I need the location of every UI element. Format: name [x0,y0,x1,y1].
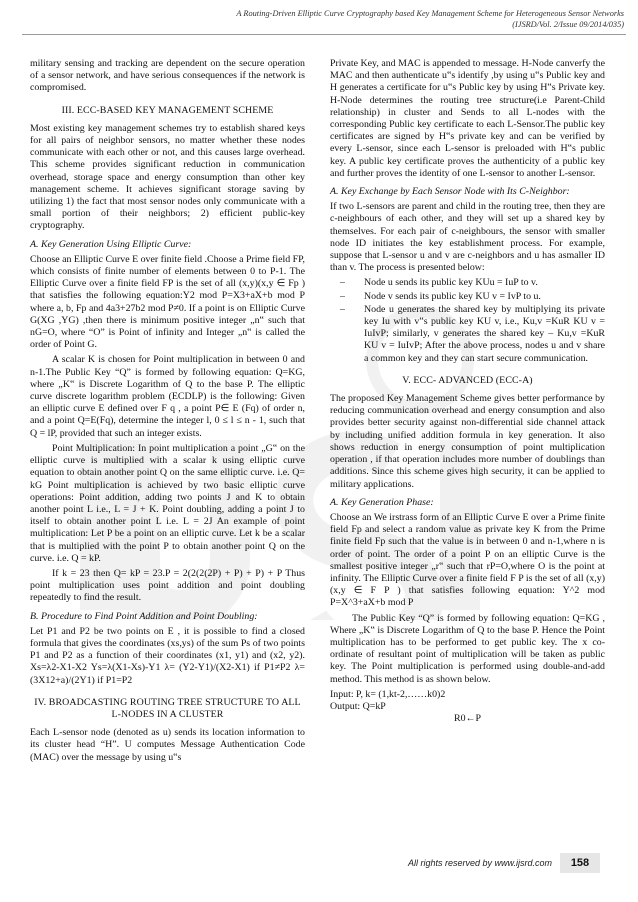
key-generation-paragraph-2: The Public Key “Q” is formed by following equation: Q=KG , Where „K‟ is Discrete Logarithm of Q to the base P. Hence the Point multiplication has to be performed to get public key. The x co-ordinate of resultant point of multiplication will be taken as public key. The Point multiplication is performed using double-and-add method. This method is as shown below. [330,612,605,685]
section-3-heading: III. ECC-BASED KEY MANAGEMENT SCHEME [61,104,274,116]
section-3-paragraph: Most existing key management schemes try to establish shared keys for all pairs of neighbor sensors, no matter whether these nodes communicate with each other or not, and this causes large overhead. This scheme provides significant reduction in communication overhead, storage space and energy consumption than other key management scheme. It achieves significant storage saving by utilizing 1) the fact that most sensor nodes only communicate with a small portion of their neighbors; 2) efficient public-key cryptography. [30,122,305,232]
list-item [330,291,605,303]
step-text: Node u sends its public key KUu = IuP to v. [364,277,538,289]
footer-rights: All rights reserved by www.ijsrd.com [407,858,552,868]
list-item [330,277,605,289]
key-generation-paragraph-1: Choose an We irstrass form of an Elliptic Curve E over a Prime finite field Fp and select a random value as private key K from the Prime finite field Fp such that the value is in between 0 and n-1,where n is order of point. The order of a point P on an elliptic Curve is the smallest positive integer „r‟ such that rP=O,where O is the point at infinity. The Elliptic Curve over a finite field F P is the set of all (x,y)(x,y ∈ F P ) that satisfies following equation: Y^2 mod P=X^3+aX+b mod P [330,511,605,609]
header-issue: (IJSRD/Vol. 2/Issue 09/2014/035) [512,20,624,29]
step-text: Node u generates the shared key by multiplying its private key Iu with v‟s public key KU v, i.e., Ku,v =KuR KU v = IuIvP; similarly, v generates the shared key – Ku,v =KuR KU v = IuIvP; After the above process, nodes u and v share a common key and they can start secure communication. [364,303,605,364]
page-number: 158 [560,853,600,873]
subsection-3b-heading: B. Procedure to Find Point Addition and Point Doubling: [30,610,258,622]
point-multiplication-paragraph: Point Multiplication: In point multiplication a point „G‟ on the elliptic curve is multiplied with a scalar k using elliptic curve equation to obtain another point Q on the same elliptic curve. i.e. Q= kG Point multiplication is achieved by two basic elliptic curve operations: Point addition, adding two points J and K to obtain another point L i.e., L = J + K. Point doubling, adding a point J to itself to obtain another point L i.e. L = 2J An example of point multiplication: Let P be a point on an elliptic curve. Let k be a scalar that is multiplied with the point P to obtain another point Q on the curve. i.e. Q = kP. [30,442,305,564]
section-5-paragraph: The proposed Key Management Scheme gives better performance by reducing communication overhead and energy consumption and also provides better security against non-differential side channel attack by including unified addition formula in key generation. It also shows reduction in energy consumption of point multiplication operation , if that operation includes more number of doublings than additions. Since this scheme gives high security, it can be applied to military applications. [330,393,605,490]
intro-paragraph: military sensing and tracking are dependent on the secure operation of a sensor network, and have serious consequences if the network is compromised. [30,58,305,94]
list-item [330,304,605,365]
section-4-heading: IV. BROADCASTING ROUTING TREE STRUCTURE TO ALL L-NODES IN A CLUSTER [34,696,301,720]
point-multiplication-example: If k = 23 then Q= kP = 23.P = 2(2(2(2P) + P) + P) + P Thus point multiplication uses point addition and point doubling repeatedly to find the result. [30,567,305,604]
section-5-heading: V. ECC- ADVANCED (ECC-A) [402,374,533,386]
running-header [24,8,624,30]
header-title: A Routing-Driven Elliptic Curve Cryptography based Key Management Scheme for Heterogeneous Sensor Networks [236,9,624,18]
algorithm-output: Output: Q=kP [330,700,386,712]
algorithm-input: Input: P, k= (1,kt-2,……k0)2 [330,688,446,700]
subsection-5a-heading: A. Key Generation Phase: [330,496,434,508]
section-4-continued-paragraph: Private Key, and MAC is appended to message. H-Node canverfy the MAC and then authenticate u‟s identify ,by using u‟s Public key and H generates a certificate for u‟s Public key by using H‟s Private key. H-Node determines the routing tree structure(i.e Parent-Child relationship) in cluster and Sends to all L-nodes with the corresponding Public key certificate to each L-Sensor.The public key certificates are signed by H‟s private key and can be verified by every L-sensor, since each L-sensor is preloaded with H‟s public key. A public key certificate proves the authenticity of a public key and further proves the identity of one L-sensor to another L-sensor. [330,58,605,179]
left-column [30,58,305,767]
subsection-4a-paragraph: If two L-sensors are parent and child in the routing tree, then they are c-neighbours of each other, and they will set up a shared key by themselves. For each pair of c-neighbours, the sensor with smaller node ID initiates the key establishment process. For example, suppose that L-sensor u and v are c-neighbors and u has asmaller ID than v. The process is presented below: [330,201,605,274]
subsection-4a-heading: A. Key Exchange by Each Sensor Node with Its C-Neighbor: [330,186,570,198]
dash-bullet: – [340,290,345,302]
algorithm-step: R0←P [454,713,481,725]
subsection-3a-paragraph-1: Choose an Elliptic Curve E over finite field .Choose a Prime field FP, which consists of finite number of elements between 0 to P-1. The Elliptic Curve over a finite field FP is the set of all (x,y)(x,y ∈ Fp ) that satisfies the following equation:Y2 mod P=X3+aX+b mod P where a, b, Fp and 4a3+27b2 mod P≠0. If a point is on Elliptic Curve G(XG ,YG) ,then there is minimum positive integer „n‟ such that nG=O, where “O” is Point of infinity and Integer „n‟ is called the order of Point G. [30,253,305,351]
subsection-3b-paragraph: Let P1 and P2 be two points on E , it is possible to find a closed formula that gives the coordinates (xs,ys) of the sum Ps of two points P1 and P2 as a function of their coordinates (x1, y1) and (x2, y2). Xs=λ2-X1-X2 Ys=λ(X1-Xs)-Y1 λ= (Y2-Y1)/(X2-X1) if P1≠P2 λ=(3X12+a)/(2Y1) if P1=P2 [30,625,305,686]
step-text: Node v sends its public key KU v = IvP to u. [364,290,541,302]
dash-bullet: – [340,303,345,315]
dash-bullet: – [340,277,345,289]
subsection-3a-paragraph-2: A scalar K is chosen for Point multiplication in between 0 and n-1.The Public Key “Q” is formed by following equation: Q=KG, where „K‟ is Discrete Logarithm of Q to the base P. The elliptic curve discrete logarithm problem (ECDLP) is the following: Given an elliptic curve E defined over F q , a point P∈ E (Fq) of order n, and a point Q=E(Fq), determine the integer l, 0 ≤ l ≤ n - 1, such that Q = lP, provided that such an integer exists. [30,354,305,439]
header-divider [22,34,626,35]
subsection-3a-heading: A. Key Generation Using Elliptic Curve: [30,238,192,250]
key-exchange-steps [330,277,605,364]
section-4-paragraph: Each L-sensor node (denoted as u) sends its location information to its cluster head “H”. U computes Message Authentication Code (MAC) over the message by using u‟s [30,727,305,763]
right-column [330,58,605,725]
